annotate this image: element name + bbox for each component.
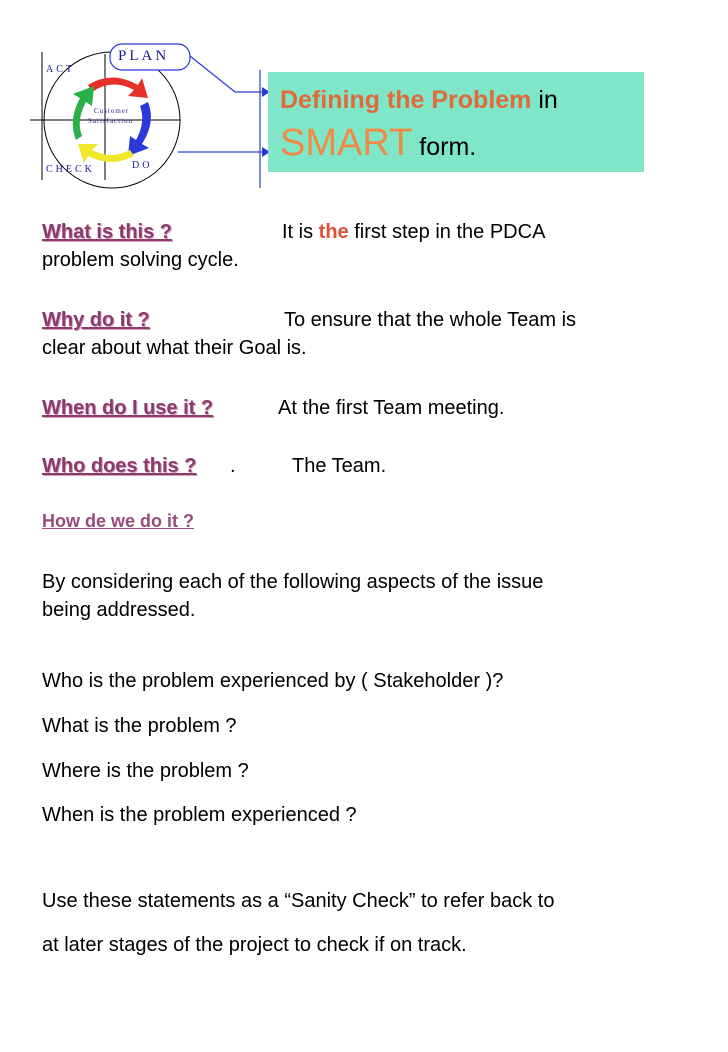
do-label: DO [132,160,153,171]
title-line-2 [280,122,476,165]
considering-line-2: being addressed. [42,599,196,621]
answer-why-continued: clear about what their Goal is. [42,337,307,359]
answer-who: The Team. [292,455,387,477]
answer-what-continued: problem solving cycle. [42,249,239,271]
title-line-1 [280,86,558,115]
answer-what-emphasis: the [318,221,349,243]
title-in: in [531,86,558,114]
check-label: CHECK [46,164,95,175]
center-label-1: Customer [94,107,130,115]
question-why: Why do it ? [42,309,150,331]
answer-what-pre: It is [282,221,319,243]
plan-label: PLAN [118,48,170,64]
considering-line-1: By considering each of the following aspects of the issue [42,571,544,593]
question-what: What is this ? [42,221,172,243]
answer-why: To ensure that the whole Team is [284,309,577,331]
question-item-when: When is the problem experienced ? [42,804,357,826]
plan-arrow [88,78,148,99]
act-arrow [73,86,94,140]
answer-what-post: first step in the PDCA [348,221,546,243]
do-arrow [128,102,151,156]
answer-when: At the first Team meeting. [278,397,505,419]
question-item-what: What is the problem ? [42,715,237,737]
pdca-cycle-diagram [30,40,300,200]
question-when: When do I use it ? [42,397,214,419]
check-arrow [78,144,134,163]
how-heading: How de we do it ? [42,511,194,531]
question-who-suffix: . [230,455,236,477]
act-label: ACT [46,64,75,75]
sanity-line-2: at later stages of the project to check if on track. [42,934,467,956]
answer-what [282,218,545,246]
center-label-2: Satisfaction [88,117,134,125]
question-item-who: Who is the problem experienced by ( Stakeholder )? [42,670,504,692]
title-box [268,72,644,172]
title-form: form. [412,133,477,161]
title-smart: SMART [280,122,413,164]
title-defining: Defining the Problem [280,86,532,114]
question-item-where: Where is the problem ? [42,760,249,782]
sanity-line-1: Use these statements as a “Sanity Check” to refer back to [42,890,555,912]
question-who: Who does this ? [42,455,197,477]
